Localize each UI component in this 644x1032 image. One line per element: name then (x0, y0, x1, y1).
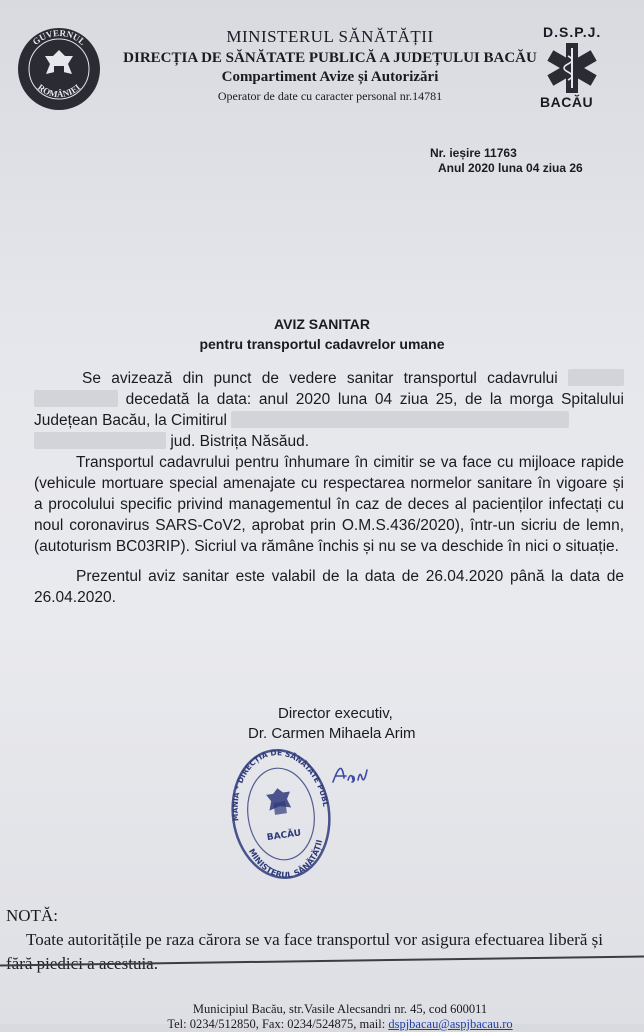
gov-seal-bottom-text: ROMÂNIEI (35, 82, 83, 100)
letterhead (110, 26, 550, 105)
footer (80, 1002, 600, 1032)
stamp-bottom-text: MINISTERUL SĂNĂTĂȚII (246, 838, 325, 880)
star-of-life-icon (540, 42, 604, 94)
stamp-city: BACĂU (266, 828, 302, 844)
paragraph-3: Prezentul aviz sanitar este valabil de la data de 26.04.2020 până la data de 26.04.2020. (34, 568, 624, 606)
dspj-logo-bottom: BACĂU (540, 94, 594, 110)
p1-line-b: decedată la data: anul 2020 luna 04 ziua 25, de la morga Spitalului (125, 391, 624, 408)
redacted-cemetery (231, 411, 569, 428)
gov-seal-top-text: GUVERNUL (30, 27, 88, 48)
document-subtitle: pentru transportul cadavrelor umane (199, 336, 445, 352)
p1-line-c: Județean Bacău, la Cimitirul (34, 412, 227, 429)
stamp-outer-text: ROMANIA * DIRECȚIA DE SĂNĂTATE PUBLICĂ (230, 748, 331, 822)
dspj-logo-top: D.S.P.J. (543, 24, 602, 40)
footer-address: Municipiul Bacău, str.Vasile Alecsandri nr. 45, cod 600011 (192, 1002, 488, 1016)
exit-number: Nr. ieșire 11763 (430, 146, 517, 160)
nota-label: NOTĂ: (6, 906, 58, 925)
director-block (248, 704, 416, 744)
p1-line-d: jud. Bistrița Năsăud. (170, 433, 310, 450)
p1-line-a: Se avizează din punct de vedere sanitar transportul cadavrului (82, 370, 558, 387)
nota-block (6, 904, 636, 976)
government-seal-icon (16, 26, 102, 112)
ministry-name: MINISTERUL SĂNĂTĂȚII (226, 27, 434, 46)
director-role: Director executiv, (278, 705, 393, 722)
redacted-name-2 (34, 390, 118, 407)
department-name: Compartiment Avize și Autorizări (221, 69, 439, 85)
official-stamp-icon (228, 744, 334, 884)
nota-text-line1: Toate autoritățile pe raza cărora se va face transportul vor asigura efectuarea liberă și (26, 930, 603, 949)
redacted-name (568, 369, 624, 386)
directorate-name: DIRECȚIA DE SĂNĂTATE PUBLICĂ A JUDEȚULUI BACĂU (123, 50, 537, 66)
registration-date: Anul 2020 luna 04 ziua 26 (438, 161, 583, 175)
registration-block (430, 146, 583, 176)
operator-number: Operator de date cu caracter personal nr.14781 (217, 89, 443, 103)
paragraph-2: Transportul cadavrului pentru înhumare în cimitir se va face cu mijloace rapide (vehicule mortuare special amenajate cu respectarea normelor sanitare în vigoare și a procolului specific privind managementul în caz de deces al pacienților infectați cu noul coronavirus SARS-CoV2, aprobat prin O.M.S.436/2020), într-un sicriu de lemn, (autoturism BC03RIP). Sicriul va rămâne închis și nu se va deschide în nici o situație. (34, 454, 624, 555)
paragraph-1 (34, 368, 624, 452)
footer-contact (80, 1017, 600, 1032)
redacted-locality (34, 432, 166, 449)
director-name: Dr. Carmen Mihaela Arim (248, 725, 416, 742)
document-title: AVIZ SANITAR (274, 316, 370, 332)
handwritten-signature-icon (330, 760, 370, 788)
footer-email-link[interactable]: dspjbacau@aspjbacau.ro (388, 1017, 513, 1031)
footer-phone-fax: Tel: 0234/512850, Fax: 0234/524875, mail: (167, 1017, 389, 1031)
